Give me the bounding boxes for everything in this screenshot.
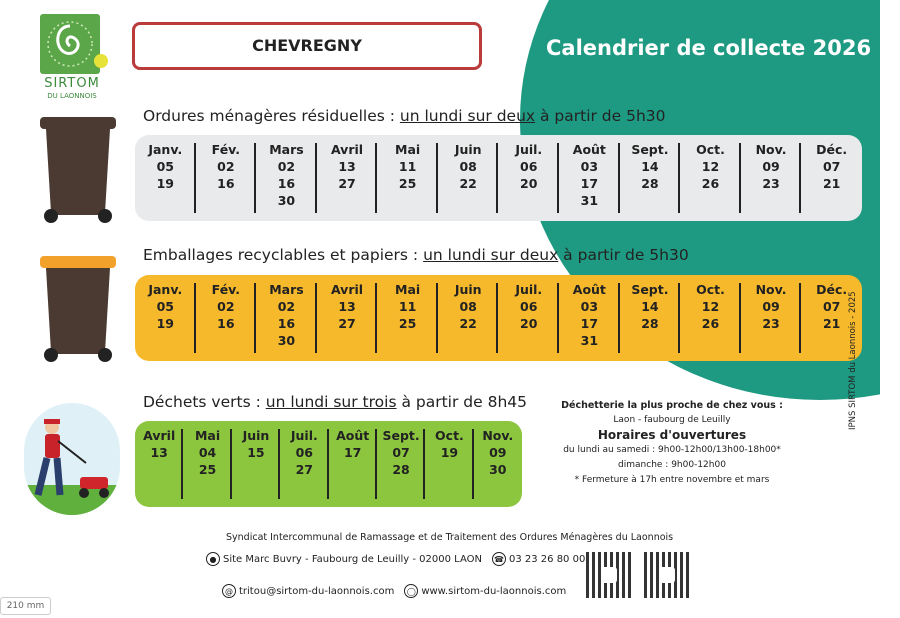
heading-text: Emballages recyclables et papiers : [143, 246, 424, 264]
collection-day: 23 [762, 316, 780, 331]
month-name: Avril [330, 142, 364, 157]
month-name: Juin [454, 142, 482, 157]
collection-day: 25 [398, 176, 417, 191]
bin-wheel [98, 209, 112, 223]
email-icon: @ [222, 584, 236, 598]
collection-day: 12 [701, 299, 720, 314]
month-column [425, 421, 473, 507]
month-column [135, 275, 196, 361]
month-name: Août [572, 282, 606, 297]
month-name: Avril [330, 282, 364, 297]
month-name: Août [572, 142, 606, 157]
month-column [377, 421, 425, 507]
residual-schedule-panel [135, 135, 862, 221]
heading-text: Déchets verts : [143, 393, 266, 411]
collection-day: 09 [762, 159, 780, 174]
month-name: Juil. [515, 282, 543, 297]
bin-lid [40, 117, 116, 129]
month-column [317, 275, 378, 361]
collection-day: 23 [762, 176, 780, 191]
collection-day: 27 [295, 462, 314, 477]
month-column [256, 275, 317, 361]
collection-day: 06 [520, 159, 538, 174]
collection-day: 08 [459, 299, 477, 314]
collection-day: 12 [701, 159, 720, 174]
collection-day: 11 [398, 299, 417, 314]
yellow-lid-bin-icon [40, 256, 120, 366]
collection-day: 06 [520, 299, 538, 314]
collection-day: 27 [338, 316, 356, 331]
month-column [620, 135, 681, 221]
collection-day: 13 [338, 299, 356, 314]
month-column [801, 135, 862, 221]
month-column [498, 135, 559, 221]
ipns-notice: IPNS SIRTOM du Laonnois - 2025 [848, 291, 858, 430]
heading-text: Ordures ménagères résiduelles : [143, 107, 400, 125]
month-name: Fév. [211, 282, 241, 297]
address-row [206, 552, 585, 566]
collection-day: 16 [217, 176, 235, 191]
month-name: Déc. [816, 282, 848, 297]
instagram-qr-code[interactable] [644, 552, 690, 598]
month-name: Août [336, 428, 370, 443]
collection-day: 02 [217, 299, 235, 314]
month-name: Juil. [515, 142, 543, 157]
collection-day: 02 [217, 159, 235, 174]
organisation-name: Syndicat Intercommunal de Ramassage et de Traitement des Ordures Ménagères du Laonnois [226, 532, 674, 543]
hours-weekdays: du lundi au samedi : 9h00-12h00/13h00-18h00* [563, 445, 781, 455]
month-name: Sept. [382, 428, 420, 443]
collection-day: 25 [398, 316, 417, 331]
month-column [474, 421, 522, 507]
month-column [329, 421, 377, 507]
collection-day: 14 [641, 159, 659, 174]
email-text[interactable]: tritou@sirtom-du-laonnois.com [239, 585, 395, 597]
collection-day: 17 [343, 445, 362, 460]
month-column [280, 421, 328, 507]
month-column [196, 275, 257, 361]
globe-icon: ◯ [404, 584, 418, 598]
collection-day: 05 [156, 159, 174, 174]
bin-body [46, 129, 110, 215]
month-column [498, 275, 559, 361]
heading-time: à partir de 5h30 [535, 107, 666, 125]
calendar-title: Calendrier de collecte 2026 [546, 36, 872, 60]
month-name: Juin [242, 428, 270, 443]
collection-day: 26 [701, 316, 720, 331]
collection-day: 16 [217, 316, 235, 331]
month-name: Janv. [148, 282, 183, 297]
lawn-mower-illustration [24, 403, 120, 515]
month-name: Avril [143, 428, 176, 443]
hours-sunday: dimanche : 9h00-12h00 [618, 460, 726, 470]
collection-day: 16 [277, 176, 296, 191]
month-column [232, 421, 280, 507]
month-column [559, 135, 620, 221]
month-column [680, 135, 741, 221]
collection-day: 09 [762, 299, 780, 314]
month-name: Juin [454, 282, 482, 297]
month-column [377, 275, 438, 361]
month-name: Mars [269, 142, 304, 157]
collection-day: 19 [440, 445, 459, 460]
section-heading-green-waste [143, 393, 527, 411]
collection-day: 07 [822, 159, 841, 174]
collection-day: 21 [822, 176, 841, 191]
collection-day: 09 [489, 445, 507, 460]
month-name: Mai [395, 142, 421, 157]
month-name: Oct. [696, 282, 725, 297]
collection-day: 31 [580, 193, 599, 208]
scale-label: 210 mm [0, 597, 51, 615]
phone-icon: ☎ [492, 552, 506, 566]
address-text: Site Marc Buvry - Faubourg de Leuilly - 02000 LAON [223, 553, 482, 565]
month-column [317, 135, 378, 221]
collection-day: 19 [156, 316, 174, 331]
month-column [438, 135, 499, 221]
collection-day: 21 [822, 316, 841, 331]
contact-row [222, 584, 566, 598]
month-column [680, 275, 741, 361]
collection-day: 11 [398, 159, 417, 174]
phone-text: 03 23 26 80 00 [508, 553, 586, 565]
heading-frequency: un lundi sur deux [423, 246, 559, 264]
sirtom-logo [38, 14, 106, 100]
town-name-box: CHEVREGNY [132, 22, 482, 70]
collection-day: 19 [156, 176, 174, 191]
collection-day: 28 [641, 176, 659, 191]
collection-day: 14 [641, 299, 659, 314]
collection-day: 27 [338, 176, 356, 191]
collection-day: 17 [580, 316, 599, 331]
bin-wheel [98, 348, 112, 362]
logo-emblem [40, 14, 100, 74]
collection-day: 22 [459, 176, 477, 191]
heading-frequency: un lundi sur deux [399, 107, 536, 125]
web-text[interactable]: www.sirtom-du-laonnois.com [421, 585, 567, 597]
month-name: Mars [269, 282, 304, 297]
month-name: Mai [395, 282, 421, 297]
logo-subtitle: DU LAONNOIS [47, 92, 97, 100]
location-pin-icon: ● [206, 552, 220, 566]
green-waste-schedule-panel [135, 421, 522, 507]
month-column [438, 275, 499, 361]
recyclables-schedule-panel [135, 275, 862, 361]
bin-wheel [44, 209, 58, 223]
decheterie-info [552, 398, 792, 488]
collection-day: 30 [489, 462, 507, 477]
collection-day: 02 [277, 299, 296, 314]
bin-lid [40, 256, 116, 268]
month-name: Déc. [816, 142, 848, 157]
month-name: Fév. [211, 142, 241, 157]
month-column [256, 135, 317, 221]
collection-day: 31 [580, 333, 599, 348]
month-column [620, 275, 681, 361]
collection-day: 02 [277, 159, 296, 174]
collection-day: 16 [277, 316, 296, 331]
heading-time: à partir de 8h45 [396, 393, 527, 411]
hours-title: Horaires d'ouvertures [597, 428, 747, 442]
brown-bin-icon [40, 117, 120, 227]
logo-sun-dot [94, 54, 108, 68]
section-heading-residual [143, 107, 666, 125]
month-column [559, 275, 620, 361]
month-column [196, 135, 257, 221]
collection-day: 28 [392, 462, 410, 477]
collection-day: 22 [459, 316, 477, 331]
month-name: Janv. [148, 142, 183, 157]
month-name: Oct. [435, 428, 464, 443]
month-column [377, 135, 438, 221]
collection-day: 07 [822, 299, 841, 314]
collection-day: 05 [156, 299, 174, 314]
collection-day: 28 [641, 316, 659, 331]
month-name: Sept. [631, 282, 669, 297]
collection-day: 17 [580, 176, 599, 191]
month-name: Mai [194, 428, 221, 443]
collection-day: 03 [580, 159, 599, 174]
month-column [135, 421, 183, 507]
section-heading-recyclables [143, 246, 689, 264]
decheterie-location: Laon - faubourg de Leuilly [613, 415, 731, 425]
collection-day: 20 [520, 316, 538, 331]
bin-body [46, 268, 110, 354]
hours-note: * Fermeture à 17h entre novembre et mars [574, 475, 770, 485]
bin-wheel [44, 348, 58, 362]
logo-title: SIRTOM [44, 76, 100, 91]
collection-day: 07 [392, 445, 410, 460]
heading-time: à partir de 5h30 [558, 246, 689, 264]
collection-day: 25 [198, 462, 217, 477]
collection-day: 13 [338, 159, 356, 174]
month-column [183, 421, 231, 507]
collection-day: 06 [295, 445, 314, 460]
collection-day: 15 [247, 445, 265, 460]
collection-day: 30 [277, 193, 296, 208]
decheterie-title: Déchetterie la plus proche de chez vous : [561, 400, 783, 411]
collection-day: 20 [520, 176, 538, 191]
heading-frequency: un lundi sur trois [265, 393, 397, 411]
collection-day: 08 [459, 159, 477, 174]
month-column [741, 275, 802, 361]
facebook-qr-code[interactable] [586, 552, 632, 598]
collection-day: 04 [198, 445, 217, 460]
month-name: Juil. [290, 428, 318, 443]
month-name: Nov. [755, 142, 787, 157]
month-name: Oct. [696, 142, 725, 157]
collection-day: 30 [277, 333, 296, 348]
collection-day: 13 [150, 445, 168, 460]
month-column [741, 135, 802, 221]
collection-day: 03 [580, 299, 599, 314]
month-name: Sept. [631, 142, 669, 157]
month-name: Nov. [755, 282, 787, 297]
collection-day: 26 [701, 176, 720, 191]
month-column [135, 135, 196, 221]
month-name: Nov. [482, 428, 514, 443]
page-edge [880, 0, 900, 618]
